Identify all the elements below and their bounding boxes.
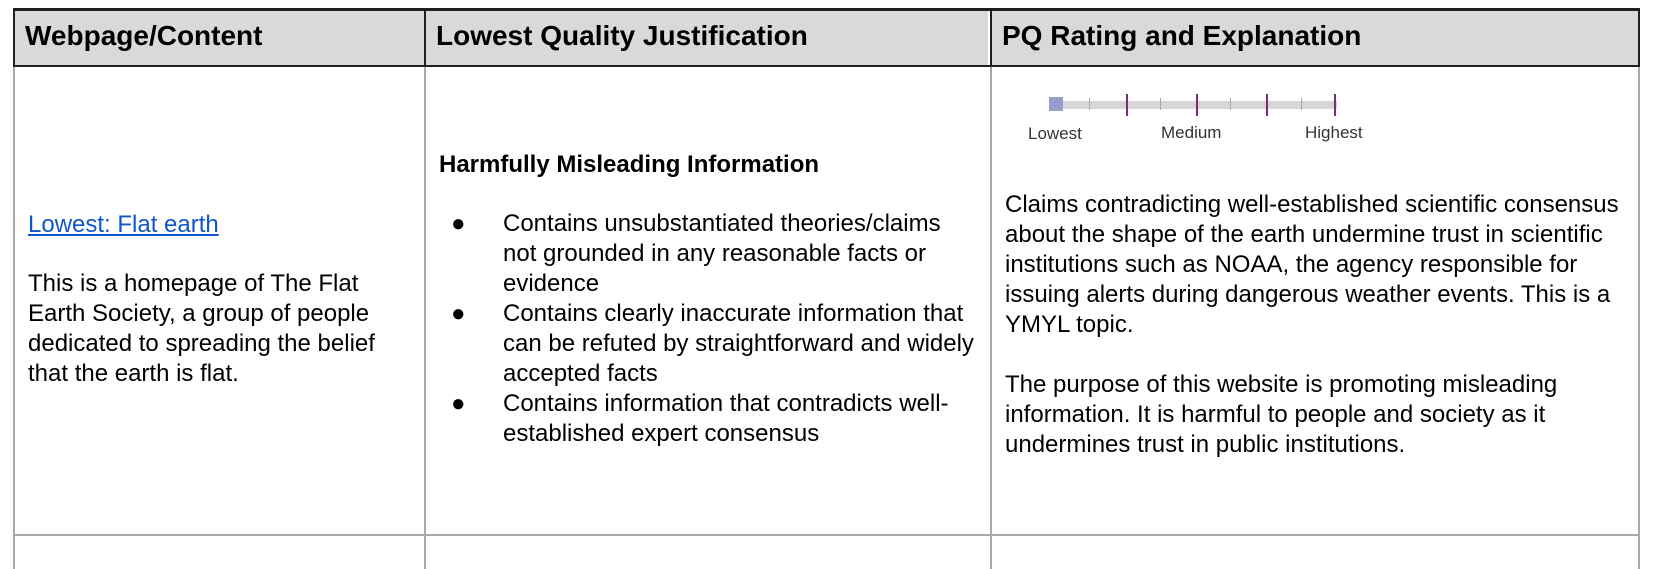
- table-border: [13, 536, 15, 569]
- table-border: [13, 534, 1640, 536]
- table-border: [424, 8, 426, 69]
- list-item-text: Contains information that contradicts well-established expert consensus: [503, 390, 949, 447]
- column-header-justification: Lowest Quality Justification: [436, 20, 808, 51]
- minor-tick: [1160, 98, 1161, 110]
- minor-tick: [1230, 98, 1231, 110]
- justification-cell: [439, 150, 979, 449]
- justification-list: [439, 209, 979, 449]
- table-border: [13, 65, 1640, 67]
- table-border: [13, 8, 15, 69]
- minor-tick: [1089, 98, 1090, 110]
- table-border: [424, 536, 426, 569]
- rating-marker: [1049, 97, 1063, 111]
- table-border: [990, 67, 992, 536]
- scale-label-highest: Highest: [1305, 123, 1363, 142]
- table-border: [13, 8, 1640, 11]
- column-header-rating: PQ Rating and Explanation: [1002, 20, 1362, 51]
- list-item-text: Contains unsubstantiated theories/claims not grounded in any reasonable facts or evidence: [503, 210, 941, 297]
- webpage-description: This is a homepage of The Flat Earth Society, a group of people dedicated to spreading the belief that the earth is flat.: [28, 270, 375, 387]
- justification-title: Harmfully Misleading Information: [439, 151, 820, 178]
- table-border: [990, 536, 992, 569]
- flat-earth-link[interactable]: Lowest: Flat earth: [28, 211, 219, 238]
- bullet-icon: ●: [451, 210, 466, 237]
- major-tick: [1196, 94, 1198, 116]
- major-tick: [1266, 94, 1268, 116]
- table-border: [1638, 8, 1640, 69]
- list-item: [439, 209, 979, 299]
- major-tick: [1334, 94, 1336, 116]
- pq-rating-slider: [1020, 88, 1400, 148]
- explanation-paragraph: Claims contradicting well-established scientific consensus about the shape of the earth undermine trust in scientific institutions such as NOAA, the agency responsible for issuing alerts during dangerous weather events. This is a YMYL topic.: [1005, 191, 1619, 338]
- scale-label-lowest: Lowest: [1028, 124, 1082, 143]
- column-header-webpage: Webpage/Content: [25, 20, 263, 51]
- explanation-cell: [1005, 190, 1633, 490]
- bullet-icon: ●: [451, 300, 466, 327]
- minor-tick: [1301, 98, 1302, 110]
- table-border: [1638, 67, 1640, 536]
- bullet-icon: ●: [451, 390, 466, 417]
- table-border: [990, 8, 992, 69]
- scale-label-medium: Medium: [1161, 123, 1222, 142]
- major-tick: [1126, 94, 1128, 116]
- explanation-paragraph: The purpose of this website is promoting misleading information. It is harmful to people and society as it undermines trust in public institutions.: [1005, 371, 1558, 458]
- webpage-cell: [28, 210, 408, 389]
- table-border: [424, 67, 426, 536]
- list-item-text: Contains clearly inaccurate information that can be refuted by straightforward and widely accepted facts: [503, 300, 974, 387]
- table-border: [13, 67, 15, 536]
- list-item: [439, 299, 979, 389]
- table-border: [1638, 536, 1640, 569]
- list-item: [439, 389, 979, 449]
- rating-track: [1050, 101, 1337, 109]
